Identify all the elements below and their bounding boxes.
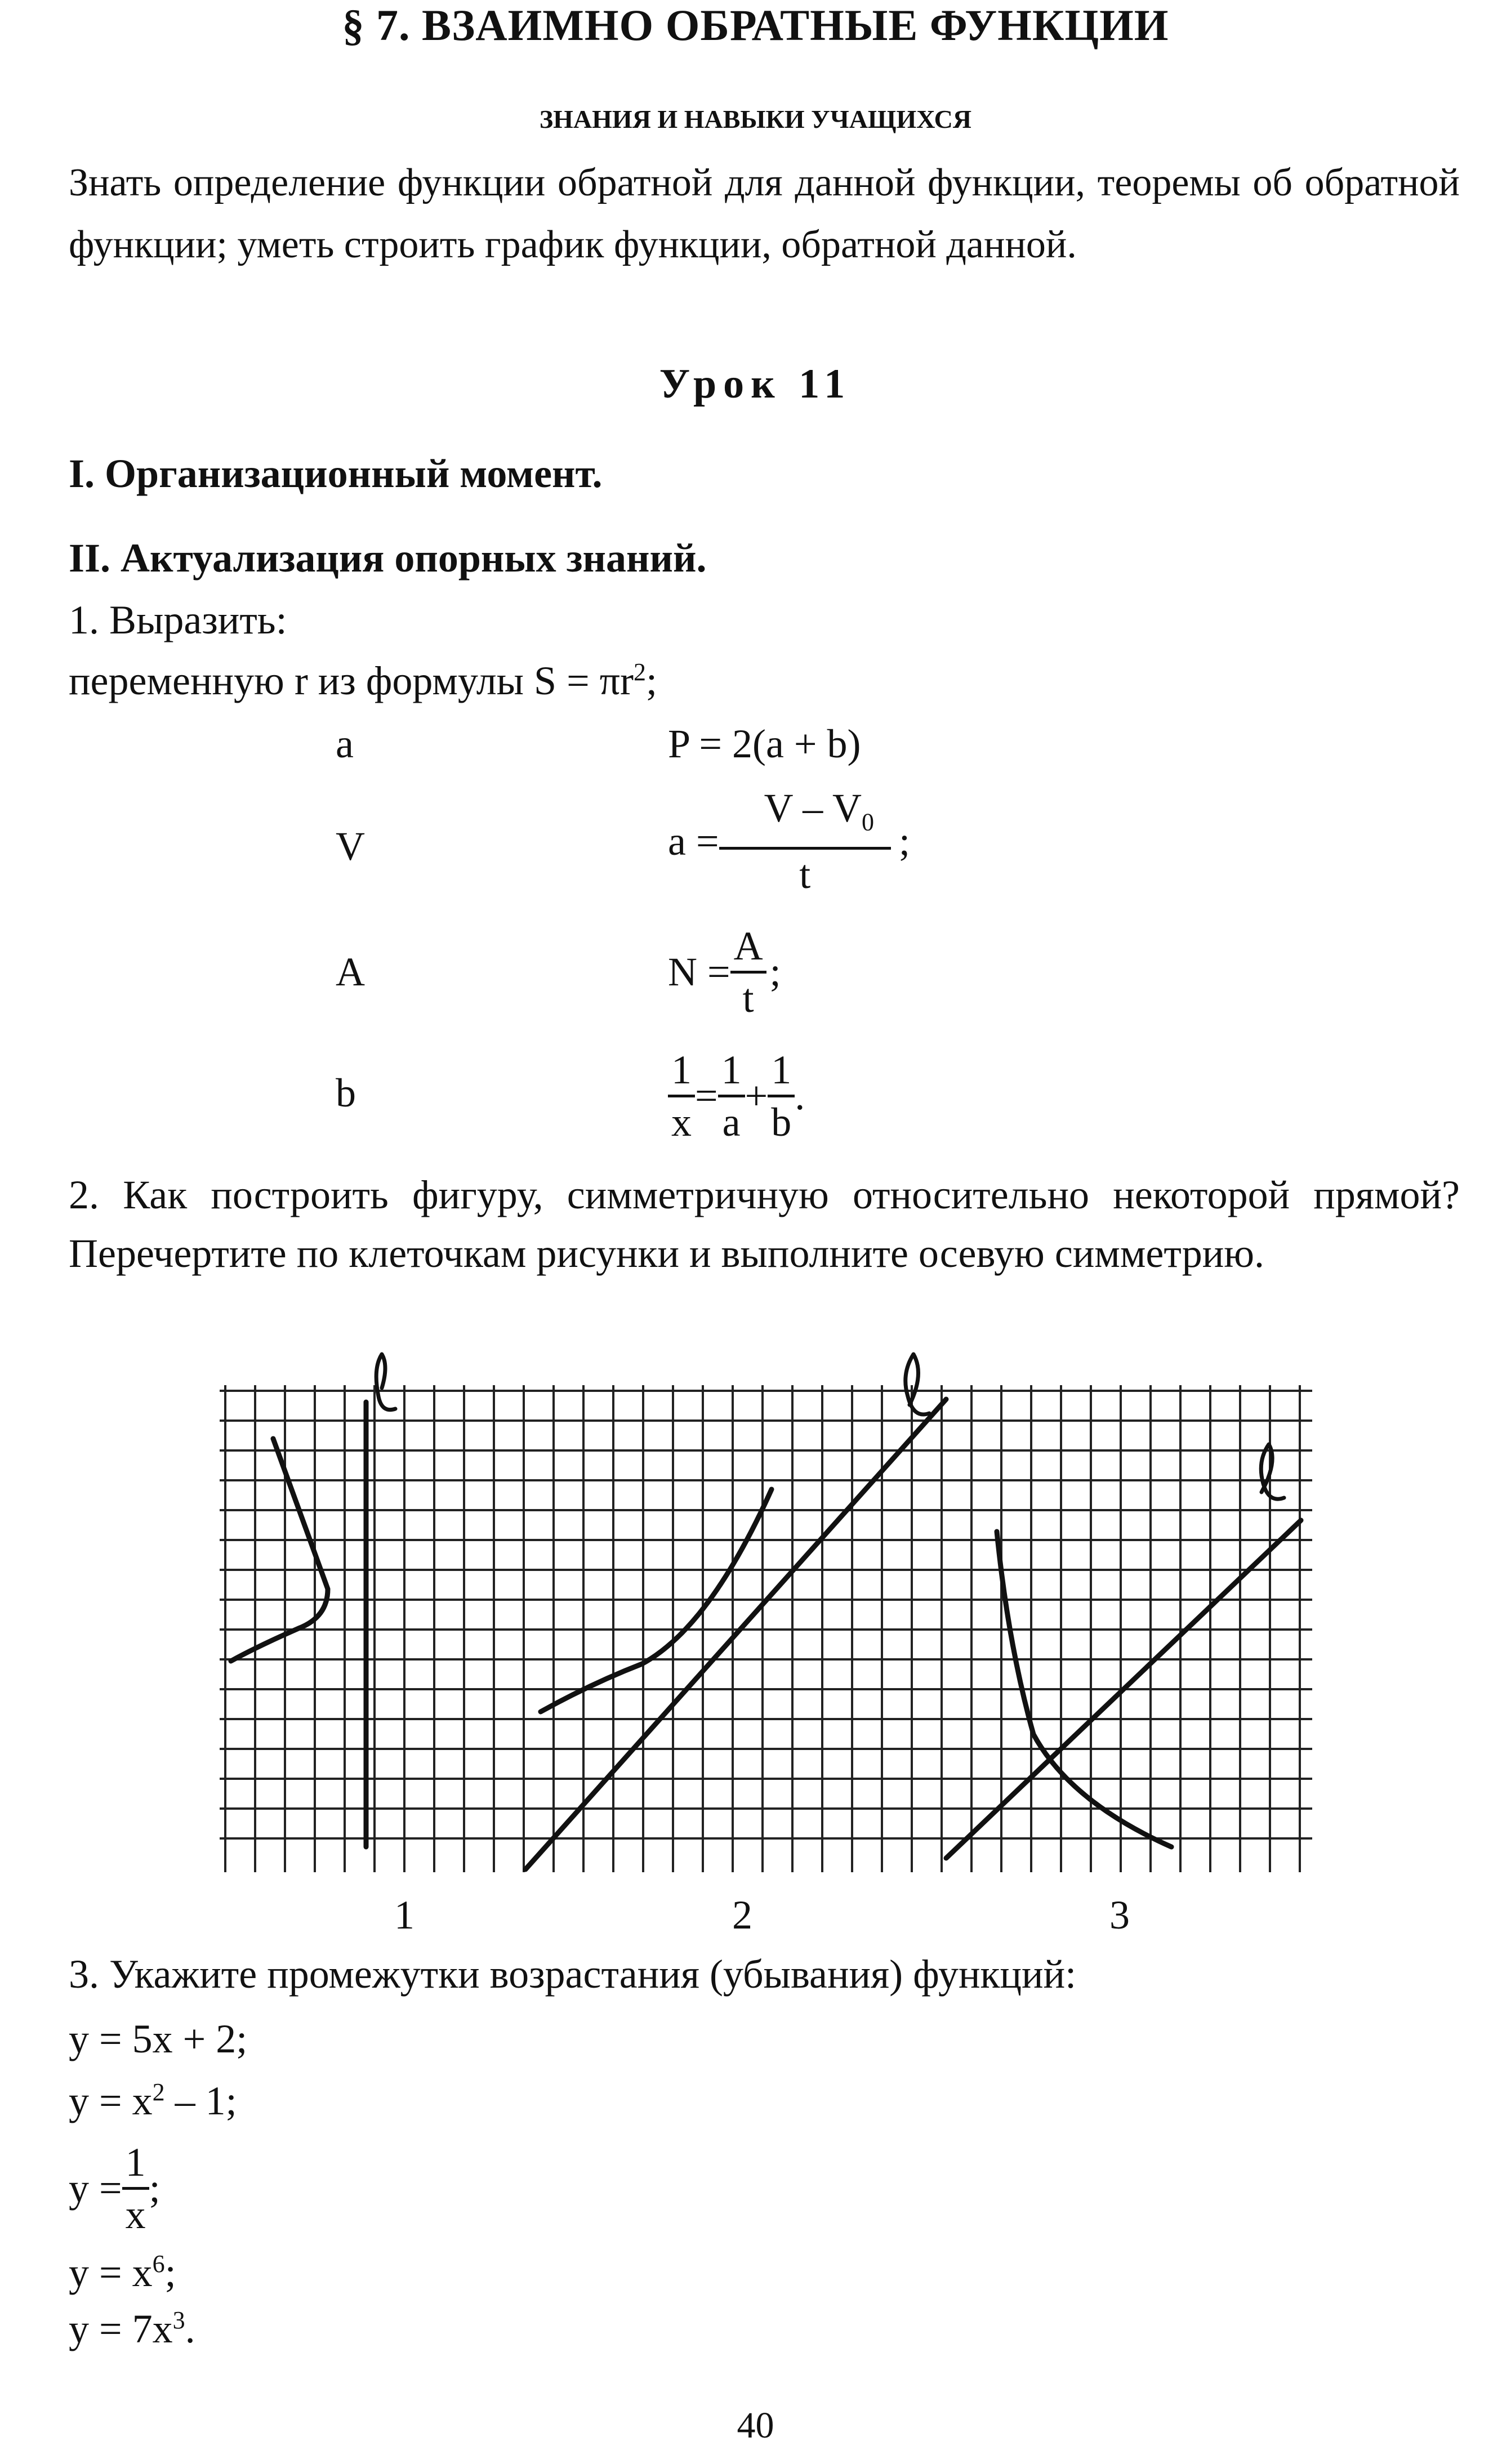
var-a: a [336, 721, 354, 766]
formula-a: a = $\frac{V - V_0}{t}$ ; [668, 785, 910, 898]
task1-line: переменную r из формулы $S = \pi r^2$; [69, 658, 658, 703]
lesson-title: Урок 11 [659, 361, 852, 407]
subheading: ЗНАНИЯ И НАВЫКИ УЧАЩИХСЯ [539, 105, 972, 133]
formula-lens: $\frac{1}{x}$ = $\frac{1}{a}$ + $\frac{1}{b}$ . [668, 1047, 805, 1145]
section-1: I. Организационный момент. [69, 451, 603, 496]
task3-heading: 3. Укажите промежутки возрастания (убывания) функций: [69, 1952, 1077, 1997]
var-v: V [336, 824, 365, 869]
axis-mark-1 [376, 1354, 395, 1410]
axis-mark-3 [1261, 1444, 1284, 1499]
formula-p: P = 2(a + b) [668, 721, 861, 766]
task2-text: 2. Как построить фигуру, симметричную относительно некоторой прямой? Перечертите по клеточкам рисунки и выполните осевую симметрию. [69, 1172, 1460, 1276]
figure-label-1: 1 [394, 1892, 414, 1938]
var-capital-a: A [336, 949, 365, 994]
fraction: $\frac{V - V_0}{t}$ [719, 785, 891, 897]
function-1: y = 5x + 2; [69, 2016, 248, 2061]
function-3: y = $\frac{1}{x}$ ; [69, 2140, 161, 2237]
function-5: $y = 7x^3$. [69, 2306, 195, 2351]
formula-n: N = $\frac{A}{t}$ ; [668, 923, 781, 1021]
task1-heading: 1. Выразить: [69, 597, 287, 642]
function-4: $y = x^6$; [69, 2250, 176, 2295]
axis-mark-2 [906, 1354, 929, 1414]
page-number: 40 [737, 2405, 774, 2446]
var-b: b [336, 1070, 356, 1115]
symmetry-figure [203, 1340, 1340, 1892]
fraction: $\frac{A}{t}$ [730, 923, 766, 1021]
intro-paragraph: Знать определение функции обратной для данной функции, теоремы об обратной функции; уметь строить график функции, обратной данной. [69, 161, 1460, 266]
function-2: $y = x^2 - 1$; [69, 2078, 237, 2123]
figure-1-curve [231, 1439, 328, 1661]
section-2: II. Актуализация опорных знаний. [69, 535, 707, 581]
figure-label-2: 2 [732, 1892, 752, 1938]
section-title: § 7. ВЗАИМНО ОБРАТНЫЕ ФУНКЦИИ [342, 1, 1169, 50]
grid [220, 1385, 1312, 1872]
drawings [231, 1354, 1301, 1869]
figure-label-3: 3 [1109, 1892, 1130, 1938]
